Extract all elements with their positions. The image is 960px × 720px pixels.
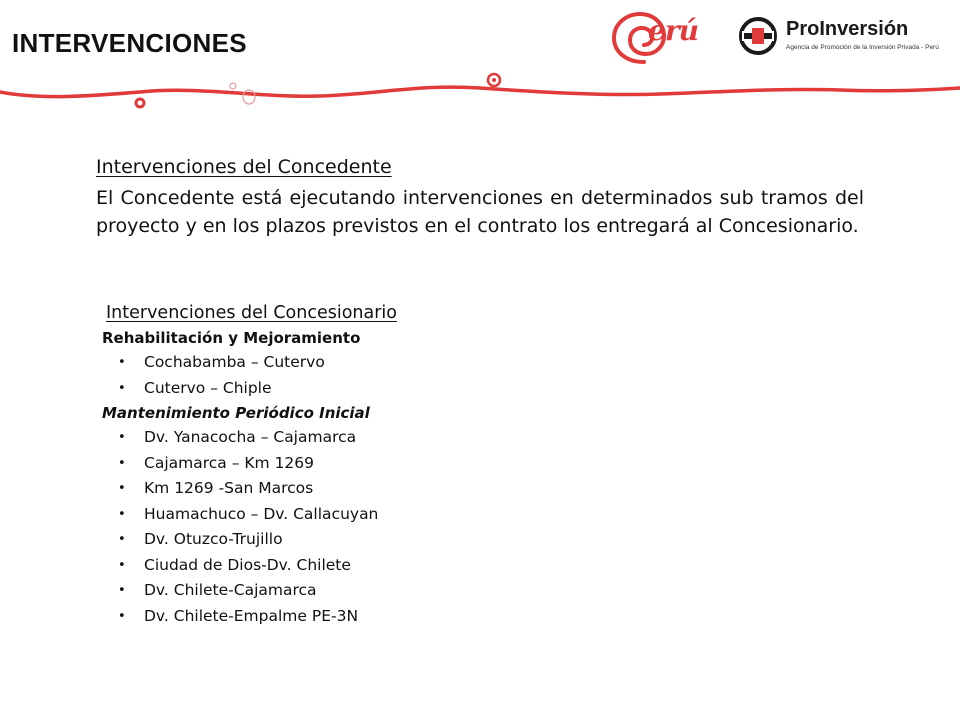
list-item: • Ciudad de Dios-Dv. Chilete (96, 553, 616, 579)
page-title: INTERVENCIONES (12, 28, 247, 58)
concesionario-heading: Intervenciones del Concesionario (106, 303, 397, 323)
list-item: • Dv. Otuzco-Trujillo (96, 527, 616, 553)
proinversion-name: ProInversión (786, 18, 909, 40)
concedente-heading: Intervenciones del Concedente (96, 156, 392, 178)
mantenimiento-heading: Mantenimiento Periódico Inicial (102, 404, 370, 422)
list-item: • Dv. Chilete-Empalme PE-3N (96, 604, 616, 630)
proinversion-subtitle: Agencia de Promoción de la Inversión Privada - Perú (786, 44, 939, 51)
list-item: • Cutervo – Chiple (96, 376, 616, 402)
list-item: • Cajamarca – Km 1269 (96, 451, 616, 477)
proinversion-logo-icon (738, 16, 778, 56)
concedente-body: El Concedente está ejecutando intervenciones en determinados sub tramos del proyecto y en los plazos previstos en el contrato los entregará al Concesionario. (96, 187, 864, 237)
list-item: • Dv. Chilete-Cajamarca (96, 578, 616, 604)
list-item: • Dv. Yanacocha – Cajamarca (96, 425, 616, 451)
rehabilitacion-list (96, 350, 616, 401)
mantenimiento-list (96, 425, 616, 629)
list-item: • Cochabamba – Cutervo (96, 350, 616, 376)
concesionario-section (96, 300, 616, 629)
peru-logo-text: erú (648, 14, 698, 47)
list-item: • Huamachuco – Dv. Callacuyan (96, 502, 616, 528)
list-item: • Km 1269 -San Marcos (96, 476, 616, 502)
rehabilitacion-heading: Rehabilitación y Mejoramiento (102, 329, 361, 347)
